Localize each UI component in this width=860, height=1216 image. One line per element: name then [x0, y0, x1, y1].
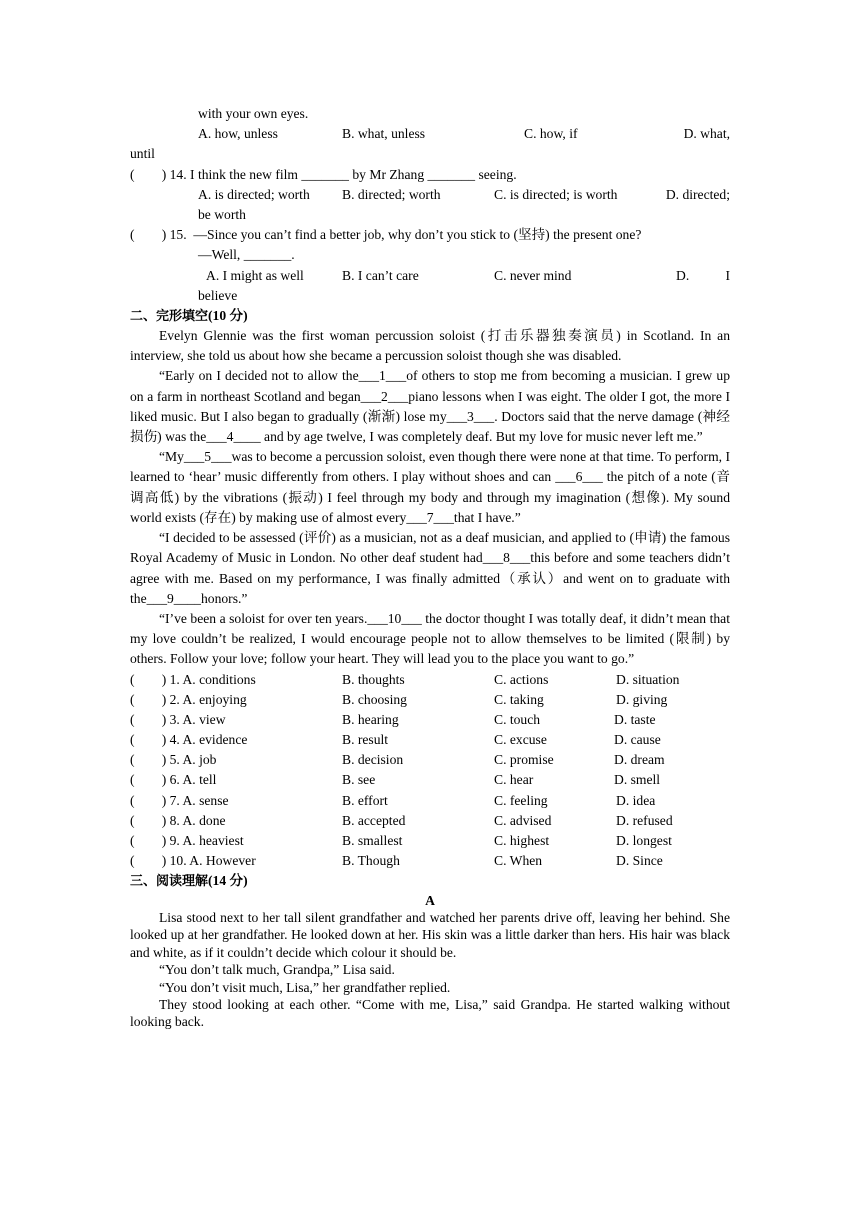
option-b: B. directed; worth	[342, 186, 441, 202]
question-13-wrap: until	[130, 146, 155, 162]
question-13-options	[130, 124, 730, 144]
section-3-heading: 三、阅读理解(14 分)	[130, 873, 248, 890]
choice-row: ( ) 8. A. done B. accepted C. advised D. refused	[130, 812, 673, 828]
choice-row: ( ) 5. A. job B. decision C. promise D. dream	[130, 752, 665, 768]
option-b: B. I can’t care	[342, 267, 419, 283]
section-2-heading: 二、完形填空(10 分)	[130, 307, 248, 324]
question-14-wrap: be worth	[198, 206, 246, 222]
choice-row: ( ) 6. A. tell B. see C. hear D. smell	[130, 772, 661, 788]
choice-row: ( ) 2. A. enjoying B. choosing C. taking D. giving	[130, 691, 668, 707]
question-14-options	[130, 185, 730, 205]
passage-label: A	[425, 892, 435, 908]
question-15-stem: ( ) 15. —Since you can’t find a better job, why don’t you stick to (坚持) the present one?	[130, 227, 642, 243]
cloze-paragraph-2: “Early on I decided not to allow the___1___of others to stop me from becoming a musician. I grew up on a farm in northeast Scotland and began___2___piano lessons when I was eight. The older I got, the more I liked music. But I also began to gradually (渐渐) lose my___3___. Doctors said that the nerve damage (神经损伤) was the___4____ and by age twelve, I was completely deaf. But my love for music never left me.”	[130, 368, 730, 445]
option-a: A. how, unless	[198, 126, 278, 142]
cloze-paragraph-5: “I’ve been a soloist for over ten years.___10___ the doctor thought I was totally deaf, it didn’t mean that my love couldn’t be realized, I would encourage people not to allow themselves to be limited (限制) by others. Follow your love; follow your heart. They will lead you to the place you want to go.”	[130, 610, 730, 667]
option-c: C. how, if	[524, 126, 578, 142]
choice-row: ( ) 7. A. sense B. effort C. feeling D. idea	[130, 792, 656, 808]
reading-paragraph-1: Lisa stood next to her tall silent grandfather and watched her parents drive off, leaving her behind. She looked up at her grandfather. He looked down at her. His skin was a little darker than hers. His hair was black and white, as if it couldn’t decide which colour it should be.	[130, 909, 730, 960]
option-d: D. directed;	[665, 186, 730, 202]
question-15-options	[130, 266, 730, 286]
option-d-continued: I	[725, 267, 730, 283]
document-page	[130, 104, 730, 1031]
reading-paragraph-3: “You don’t visit much, Lisa,” her grandfather replied.	[159, 979, 451, 995]
option-c: C. never mind	[494, 267, 572, 283]
question-14-stem: ( ) 14. I think the new film _______ by Mr Zhang _______ seeing.	[130, 166, 517, 182]
choice-row: ( ) 1. A. conditions B. thoughts C. actions D. situation	[130, 671, 680, 687]
choice-row: ( ) 4. A. evidence B. result C. excuse D. cause	[130, 732, 661, 748]
option-c: C. is directed; is worth	[494, 186, 618, 202]
question-15-reply: —Well, _______.	[198, 247, 295, 263]
option-d: D.	[676, 267, 690, 283]
cloze-paragraph-4: “I decided to be assessed (评价) as a musician, not as a deaf musician, and applied to (申请) the famous Royal Academy of Music in London. No other deaf student had___8___this before and some teachers didn’t agree with me. Based on my performance, I was finally admitted（承认）and went on to graduate with the___9____honors.”	[130, 530, 731, 606]
question-13-tail: with your own eyes.	[198, 106, 309, 121]
cloze-paragraph-3: “My___5___was to become a percussion soloist, even though there were none at that time. To perform, I learned to ‘hear’ music differently from others. I play without shoes and can ___6___ the pitch of a note (音调高低) by the vibrations (振动) I feel through my body and through my imagination (想像). My sound world exists (存在) by making use of almost every___7___that I have.”	[130, 449, 730, 525]
option-b: B. what, unless	[342, 126, 426, 142]
cloze-paragraph-1: Evelyn Glennie was the first woman percussion soloist (打击乐器独奏演员) in Scotland. In an interview, she told us about how she became a percussion soloist though she was disabled.	[130, 328, 730, 364]
cloze-choices	[130, 670, 730, 872]
option-a: A. is directed; worth	[198, 186, 310, 202]
reading-paragraph-4: They stood looking at each other. “Come with me, Lisa,” said Grandpa. He started walking without looking back.	[130, 997, 730, 1030]
option-a: A. I might as well	[206, 267, 304, 283]
choice-row: ( ) 10. A. However B. Though C. When D. Since	[130, 853, 663, 869]
option-d: D. what,	[683, 126, 730, 142]
choice-row: ( ) 9. A. heaviest B. smallest C. highest D. longest	[130, 833, 672, 849]
question-15-wrap: believe	[198, 287, 238, 303]
reading-paragraph-2: “You don’t talk much, Grandpa,” Lisa said.	[159, 962, 395, 978]
choice-row: ( ) 3. A. view B. hearing C. touch D. taste	[130, 711, 656, 727]
